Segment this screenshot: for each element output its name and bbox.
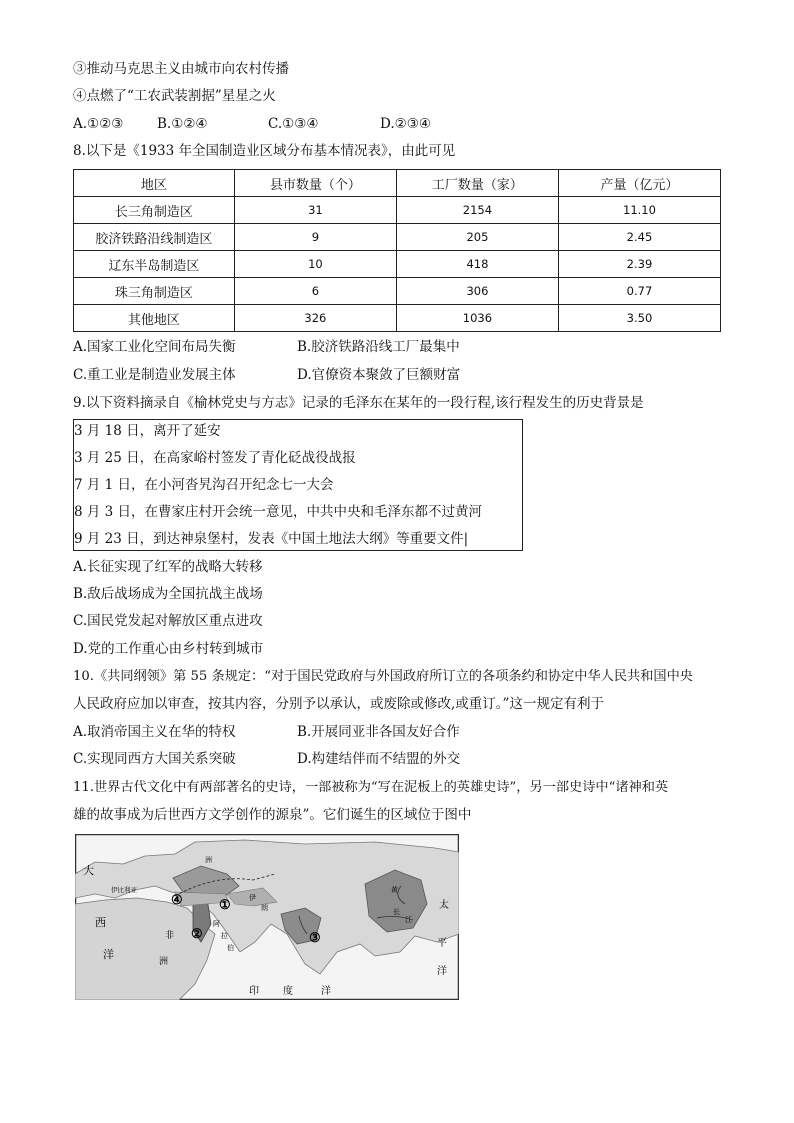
table-row <box>74 278 721 305</box>
map-label: 大 <box>83 864 94 877</box>
table-cell: 其他地区 <box>74 305 235 332</box>
q10-choice-d[interactable]: D.构建结伴而不结盟的外交 <box>297 751 461 767</box>
table-cell: 2.45 <box>558 224 720 251</box>
q9-choice-a[interactable]: A.长征实现了红军的战略大转移 <box>73 559 263 575</box>
map-label: 伊比利亚 <box>111 886 137 894</box>
map-label: 伯 <box>227 944 234 952</box>
map-label: 江 <box>405 916 412 924</box>
itinerary-entry: 9 月 23 日，到达神泉堡村，发表《中国土地法大纲》等重要文件| <box>74 531 469 547</box>
q7-option-3-statement: ③推动马克思主义由城市向农村传播 <box>73 61 289 77</box>
table-cell: 6 <box>234 278 396 305</box>
world-map-figure <box>75 834 459 1000</box>
map-label: 洲 <box>159 957 169 967</box>
map-label: 度 <box>283 986 293 997</box>
map-label: 太 <box>439 900 449 911</box>
table-row <box>74 224 721 251</box>
map-marker-3: ③ <box>309 931 321 946</box>
itinerary-entry: 8 月 3 日，在曹家庄村开会统一意见，中共中央和毛泽东都不过黄河 <box>74 504 483 520</box>
q7-choice-b[interactable]: B.①②④ <box>157 116 208 132</box>
itinerary-entry: 3 月 25 日，在高家峪村签发了青化砭战役战报 <box>74 450 356 466</box>
q9-choice-b[interactable]: B.敌后战场成为全国抗战主战场 <box>73 586 263 602</box>
table-header: 工厂数量（家） <box>396 170 558 197</box>
table-cell: 3.50 <box>558 305 720 332</box>
q8-choice-a[interactable]: A.国家工业化空间布局失衡 <box>73 339 236 355</box>
table-header: 县市数量（个） <box>234 170 396 197</box>
q9-itinerary-box <box>73 419 523 551</box>
map-label: 西 <box>95 916 106 929</box>
map-label: 洋 <box>103 948 114 961</box>
map-label: 平 <box>437 938 447 949</box>
map-label: 印 <box>249 986 259 997</box>
map-marker-2: ② <box>191 927 203 942</box>
map-label: 洲 <box>205 856 212 864</box>
q10-stem-line-1: 10.《共同纲领》第 55 条规定：“对于国民党政府与外国政府所订立的各项条约和协定中华人民共和国中央 <box>73 669 693 684</box>
table-row <box>74 305 721 332</box>
q11-stem-line-2: 雄的故事成为后世西方文学创作的源泉”。它们诞生的区域位于图中 <box>73 807 472 823</box>
q7-choice-a[interactable]: A.①②③ <box>73 116 124 132</box>
q8-choice-b[interactable]: B.胶济铁路沿线工厂最集中 <box>297 339 460 355</box>
q9-choice-d[interactable]: D.党的工作重心由乡村转到城市 <box>73 641 264 657</box>
table-cell: 辽东半岛制造区 <box>74 251 235 278</box>
map-label: 非 <box>165 931 175 941</box>
table-cell: 10 <box>234 251 396 278</box>
map-label: 朗 <box>261 904 268 912</box>
q8-table <box>73 169 721 332</box>
map-marker-4: ④ <box>171 893 183 908</box>
q11-stem-line-1: 11.世界古代文化中有两部著名的史诗，一部被称为“写在泥板上的英雄史诗”，另一部史诗中“诸神和英 <box>73 780 669 795</box>
itinerary-entry: 7 月 1 日，在小河沓旯沟召开纪念七一大会 <box>74 477 334 493</box>
q8-choice-d[interactable]: D.官僚资本聚敛了巨额财富 <box>297 367 461 383</box>
table-cell: 418 <box>396 251 558 278</box>
table-cell: 2.39 <box>558 251 720 278</box>
table-row <box>74 197 721 224</box>
table-header: 地区 <box>74 170 235 197</box>
map-label: 洋 <box>321 986 331 997</box>
table-cell: 205 <box>396 224 558 251</box>
table-cell: 珠三角制造区 <box>74 278 235 305</box>
table-cell: 2154 <box>396 197 558 224</box>
table-cell: 9 <box>234 224 396 251</box>
table-cell: 0.77 <box>558 278 720 305</box>
q9-stem: 9.以下资料摘录自《榆林党史与方志》记录的毛泽东在某年的一段行程,该行程发生的历史背景是 <box>73 395 644 411</box>
itinerary-entry: 3 月 18 日，离开了延安 <box>74 423 221 439</box>
table-cell: 11.10 <box>558 197 720 224</box>
table-header-row <box>74 170 721 197</box>
q9-choice-c[interactable]: C.国民党发起对解放区重点进攻 <box>73 613 263 629</box>
q10-choice-a[interactable]: A.取消帝国主义在华的特权 <box>73 724 236 740</box>
table-cell: 326 <box>234 305 396 332</box>
table-row <box>74 251 721 278</box>
table-header: 产量（亿元） <box>558 170 720 197</box>
map-label: 阿 <box>213 920 220 928</box>
q7-choice-c[interactable]: C.①③④ <box>268 116 319 132</box>
map-label: 黄 <box>391 886 398 894</box>
table-cell: 胶济铁路沿线制造区 <box>74 224 235 251</box>
map-marker-1: ① <box>219 898 231 913</box>
q7-option-4-statement: ④点燃了“工农武装割据”星星之火 <box>73 88 276 104</box>
map-label: 洋 <box>437 966 447 977</box>
q7-choice-d[interactable]: D.②③④ <box>380 116 431 132</box>
q10-choice-b[interactable]: B.开展同亚非各国友好合作 <box>297 724 460 740</box>
table-cell: 31 <box>234 197 396 224</box>
q10-choice-c[interactable]: C.实现同西方大国关系突破 <box>73 751 236 767</box>
q8-choice-c[interactable]: C.重工业是制造业发展主体 <box>73 367 236 383</box>
table-cell: 1036 <box>396 305 558 332</box>
map-label: 拉 <box>221 932 228 940</box>
q10-stem-line-2: 人民政府应加以审查，按其内容，分别予以承认，或废除或修改,或重订。”这一规定有利于 <box>73 696 604 712</box>
map-label: 长 <box>393 908 400 916</box>
table-cell: 长三角制造区 <box>74 197 235 224</box>
map-label: 伊 <box>249 894 256 902</box>
table-cell: 306 <box>396 278 558 305</box>
q8-stem: 8.以下是《1933 年全国制造业区域分布基本情况表》，由此可见 <box>73 143 456 159</box>
